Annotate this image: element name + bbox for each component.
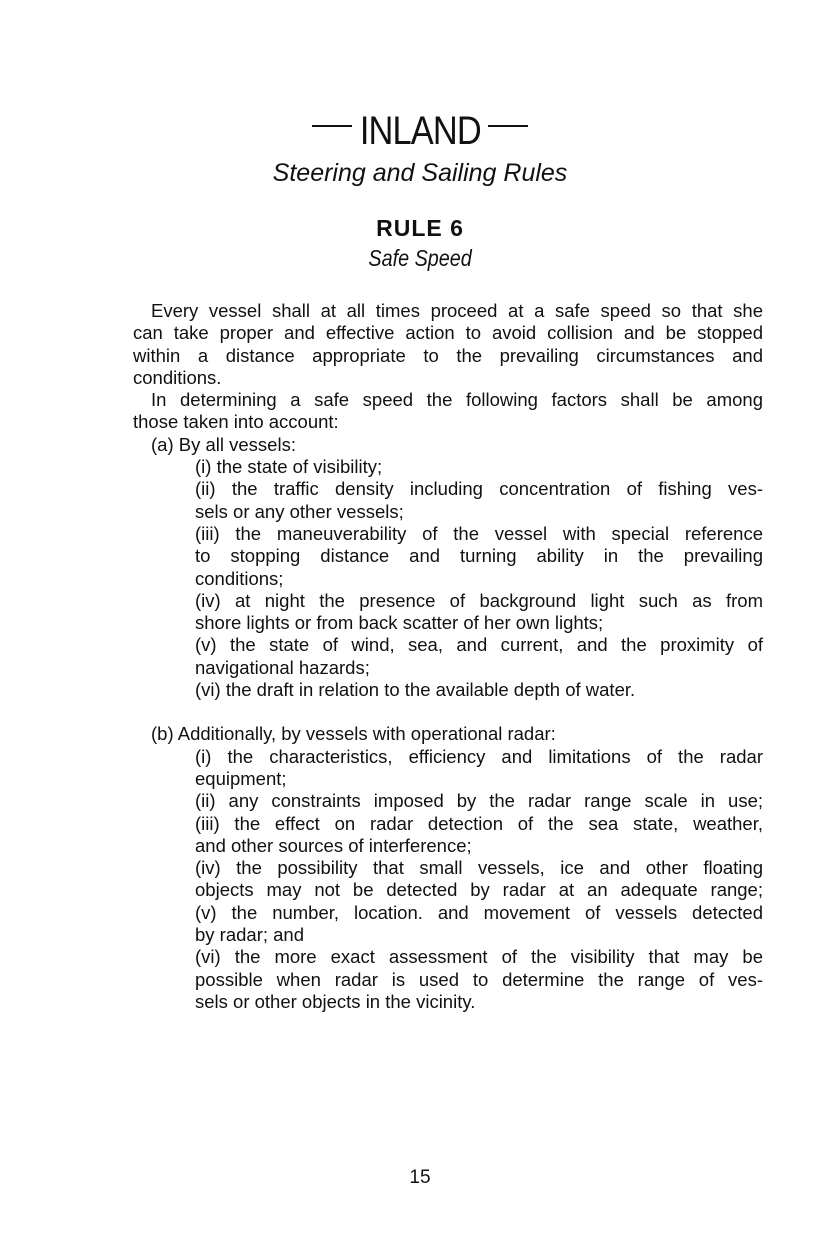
text-line: (iii) the effect on radar detection of the sea state, weather, [195,812,763,834]
text-line: within a distance appropriate to the prevailing circumstances and [133,344,763,366]
section-b-item-v [133,902,763,947]
text-line: sels or any other vessels; [195,500,404,522]
paragraph-1 [133,300,763,389]
section-a-item-v [133,634,763,679]
text-line: shore lights or from back scatter of her own lights; [195,612,604,634]
section-title [0,108,840,154]
text-line: (ii) any constraints imposed by the radar range scale in use; [195,790,763,812]
text-line: (vi) the more exact assessment of the visibility that may be [195,946,763,968]
section-b-item-vi [133,946,763,1013]
section-name: INLAND [359,109,481,153]
section-b-item-iii [133,813,763,858]
text-line: In determining a safe speed the following factors shall be among [151,389,763,411]
section-a-item-vi [133,679,763,701]
text-line: (iv) the possibility that small vessels, ice and other floating [195,857,763,879]
text-line: (vi) the draft in relation to the available depth of water. [195,679,636,701]
text-line: (iii) the maneuverability of the vessel with special reference [195,522,763,544]
text-line: and other sources of interference; [195,834,472,856]
title-rule-left [312,125,352,127]
text-line: (ii) the traffic density including concentration of fishing ves- [195,478,763,500]
text-line: objects may not be detected by radar at an adequate range; [195,879,763,901]
text-line: by radar; and [195,924,305,946]
section-b-item-ii [133,790,763,812]
text-line: sels or other objects in the vicinity. [195,990,476,1012]
section-spacer [133,701,763,723]
section-b-heading: (b) Additionally, by vessels with operational radar: [151,723,556,745]
section-b-item-i [133,746,763,791]
text-line: conditions. [133,366,222,388]
text-line: those taken into account: [133,411,339,433]
text-line: navigational hazards; [195,656,370,678]
part-title: Steering and Sailing Rules [272,159,568,187]
text-line: Every vessel shall at all times proceed at a safe speed so that she [151,300,763,321]
text-line: (v) the state of wind, sea, and current, and the proximity of [195,634,763,656]
section-a [133,434,763,702]
rule-number: RULE 6 [376,215,464,241]
text-line: can take proper and effective action to avoid collision and be stopped [133,322,763,344]
section-a-item-iii [133,523,763,590]
text-line: (iv) at night the presence of background light such as from [195,589,763,611]
text-line: equipment; [195,767,287,789]
text-line: (i) the characteristics, efficiency and limitations of the radar [195,745,763,767]
section-a-item-ii [133,478,763,523]
text-line: conditions; [195,567,284,589]
section-a-item-iv [133,590,763,635]
title-rule-right [488,125,528,127]
page-number: 15 [409,1167,431,1188]
section-a-item-i [133,456,763,478]
text-line: (v) the number, location. and movement of vessels detected [195,901,763,923]
text-line: possible when radar is used to determine the range of ves- [195,968,763,990]
page-header [0,108,840,272]
text-line: to stopping distance and turning ability in the prevailing [195,545,763,567]
rule-title: Safe Speed [368,245,472,271]
paragraph-2 [133,389,763,434]
section-b-item-iv [133,857,763,902]
text-line: (i) the state of visibility; [195,456,383,478]
rule-body [133,300,763,1013]
section-a-heading: (a) By all vessels: [151,433,296,455]
section-b [133,723,763,1013]
